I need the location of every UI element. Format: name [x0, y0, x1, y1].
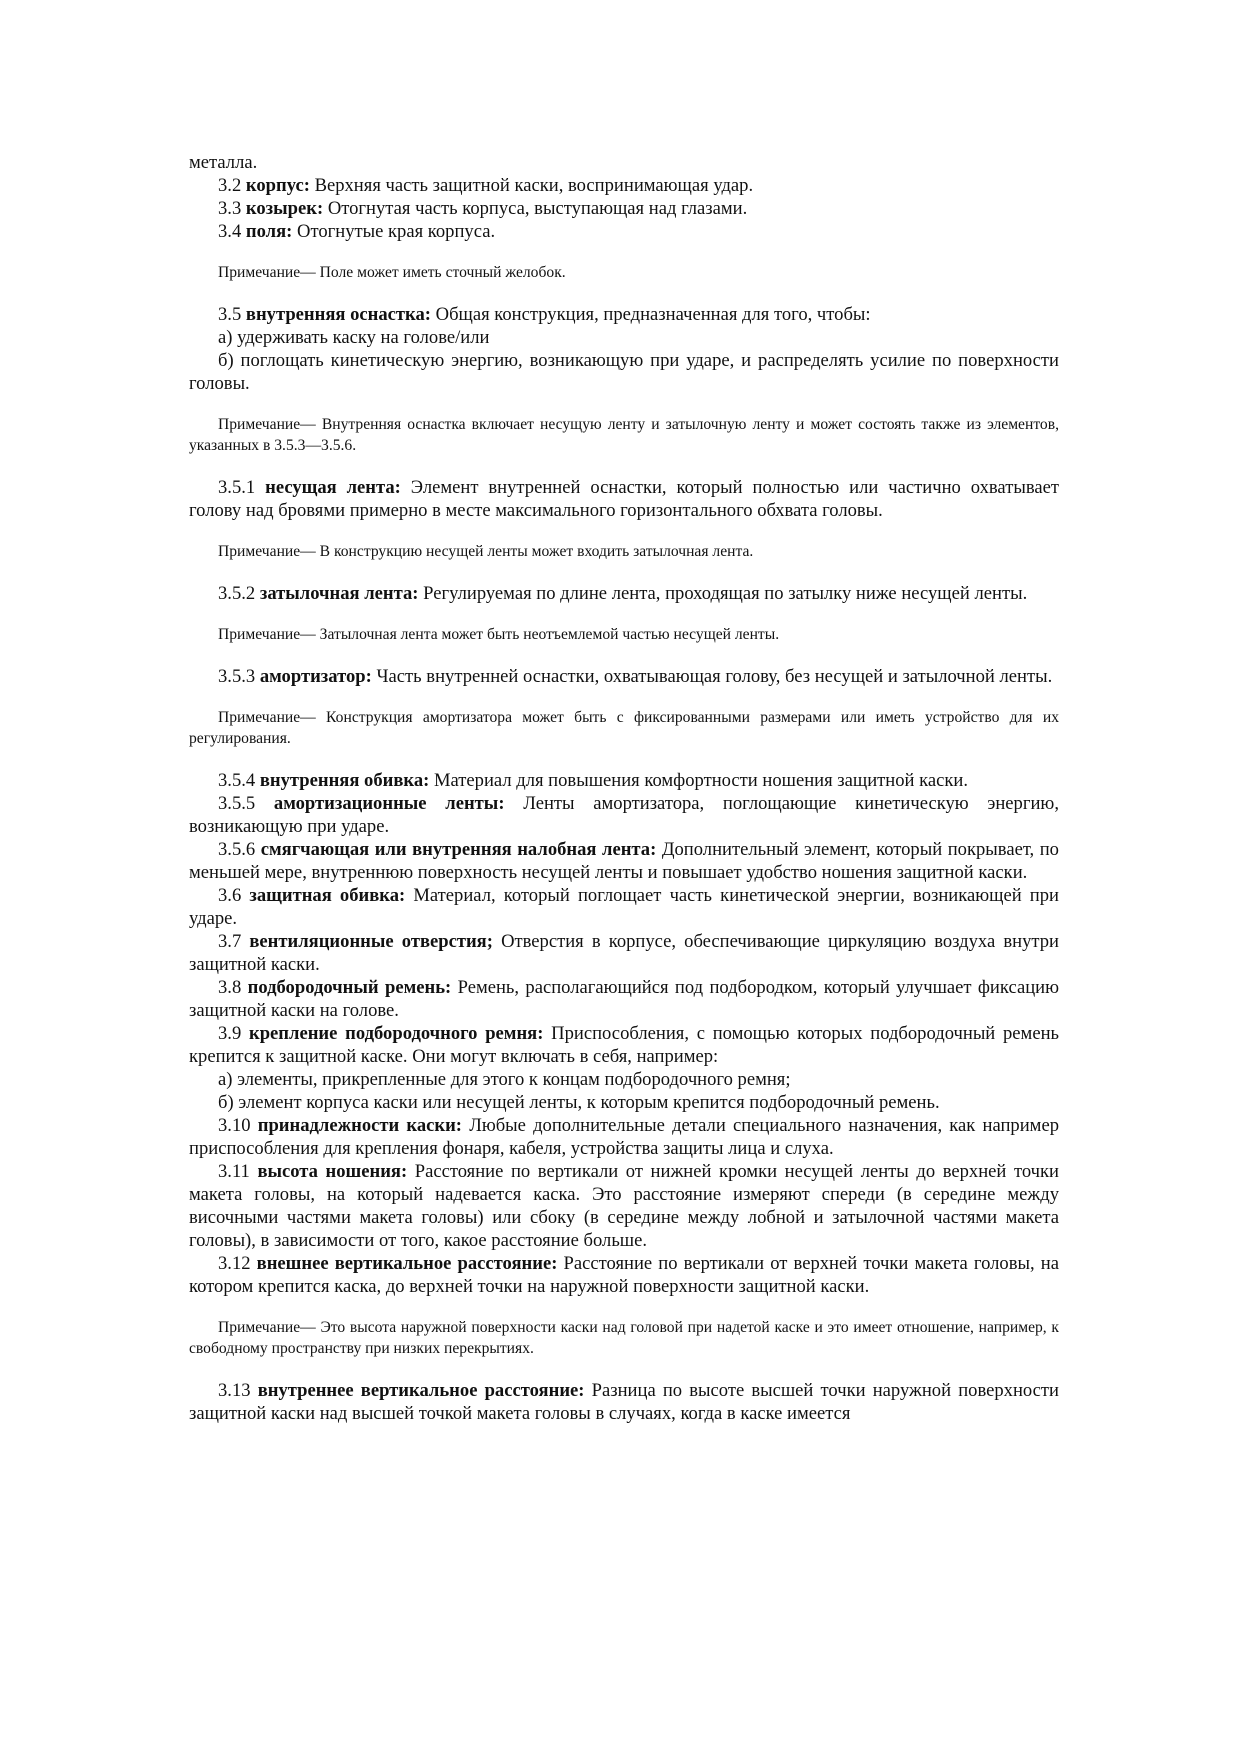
- term-3-4: 3.4 поля: Отогнутые края корпуса.: [218, 221, 496, 242]
- term-3-5-5: 3.5.5 амортизационные ленты: Ленты амортизатора, поглощающие кинетическую энергию, возникающую при ударе.: [189, 793, 1059, 837]
- list-item: а) удерживать каску на голове/или: [218, 327, 490, 348]
- term-3-5-3: 3.5.3 амортизатор: Часть внутренней оснастки, охватывающая голову, без несущей и затылочной ленты.: [218, 666, 1053, 687]
- term-3-8: 3.8 подбородочный ремень: Ремень, располагающийся под подбородком, который улучшает фиксацию защитной каски на голове.: [189, 977, 1059, 1021]
- list-item: а) элементы, прикрепленные для этого к концам подбородочного ремня;: [218, 1069, 791, 1090]
- term-3-2: 3.2 корпус: Верхняя часть защитной каски, воспринимающая удар.: [218, 175, 754, 196]
- term-3-6: 3.6 защитная обивка: Материал, который поглощает часть кинетической энергии, возникающей при ударе.: [189, 885, 1059, 929]
- term-3-10: 3.10 принадлежности каски: Любые дополнительные детали специального назначения, как например приспособления для крепления фонаря, кабеля, устройства защиты лица и слуха.: [189, 1115, 1059, 1159]
- term-3-11: 3.11 высота ношения: Расстояние по вертикали от нижней кромки несущей ленты до верхней точки макета головы, на который надевается каска. Это расстояние измеряют спереди (в середине между височными частями макета головы) или сбоку (в середине между лобной и затылочной частями макета головы), в зависимости от того, какое расстояние больше.: [189, 1161, 1059, 1251]
- note-3-5-3: Примечание— Конструкция амортизатора может быть с фиксированными размерами или иметь устройство для их регулирования.: [189, 709, 1059, 747]
- note-3-12: Примечание— Это высота наружной поверхности каски над головой при надетой каске и это имеет отношение, например, к свободному пространству при низких перекрытиях.: [189, 1319, 1059, 1357]
- term-3-5: 3.5 внутренняя оснастка: Общая конструкция, предназначенная для того, чтобы:: [218, 304, 871, 325]
- term-3-5-1: 3.5.1 несущая лента: Элемент внутренней оснастки, который полностью или частично охватывает голову над бровями примерно в месте максимального горизонтального обхвата головы.: [189, 477, 1059, 521]
- note-3-5-1: Примечание— В конструкцию несущей ленты может входить затылочная лента.: [218, 543, 754, 560]
- note-3-5: Примечание— Внутренняя оснастка включает несущую ленту и затылочную ленту и может состоять также из элементов, указанных в 3.5.3—3.5.6.: [189, 416, 1059, 454]
- term-3-5-6: 3.5.6 смягчающая или внутренняя налобная лента: Дополнительный элемент, который покрывает, по меньшей мере, внутреннюю поверхность несущей ленты и повышает удобство ношения защитной каски.: [189, 839, 1059, 883]
- note-3-4: Примечание— Поле может иметь сточный желобок.: [218, 264, 566, 281]
- term-3-3: 3.3 козырек: Отогнутая часть корпуса, выступающая над глазами.: [218, 198, 748, 219]
- list-item: б) поглощать кинетическую энергию, возникающую при ударе, и распределять усилие по поверхности головы.: [189, 350, 1059, 394]
- document-page: [189, 151, 1059, 1425]
- term-3-9: 3.9 крепление подбородочного ремня: Приспособления, с помощью которых подбородочный ремень крепится к защитной каске. Они могут включать в себя, например:: [189, 1023, 1060, 1067]
- list-item: б) элемент корпуса каски или несущей ленты, к которым крепится подбородочный ремень.: [218, 1092, 940, 1113]
- term-3-5-4: 3.5.4 внутренняя обивка: Материал для повышения комфортности ношения защитной каски.: [218, 770, 969, 791]
- term-3-7: 3.7 вентиляционные отверстия; Отверстия в корпусе, обеспечивающие циркуляцию воздуха внутри защитной каски.: [189, 931, 1059, 975]
- term-3-12: 3.12 внешнее вертикальное расстояние: Расстояние по вертикали от верхней точки макета головы, на котором крепится каска, до верхней точки на наружной поверхности защитной каски.: [189, 1253, 1059, 1297]
- continuation-text: металла.: [189, 152, 258, 173]
- term-3-5-2: 3.5.2 затылочная лента: Регулируемая по длине лента, проходящая по затылку ниже несущей ленты.: [218, 583, 1028, 604]
- term-3-13: 3.13 внутреннее вертикальное расстояние: Разница по высоте высшей точки наружной поверхности защитной каски над высшей точкой макета головы в случаях, когда в каске имеется: [189, 1380, 1060, 1424]
- note-3-5-2: Примечание— Затылочная лента может быть неотъемлемой частью несущей ленты.: [218, 626, 780, 643]
